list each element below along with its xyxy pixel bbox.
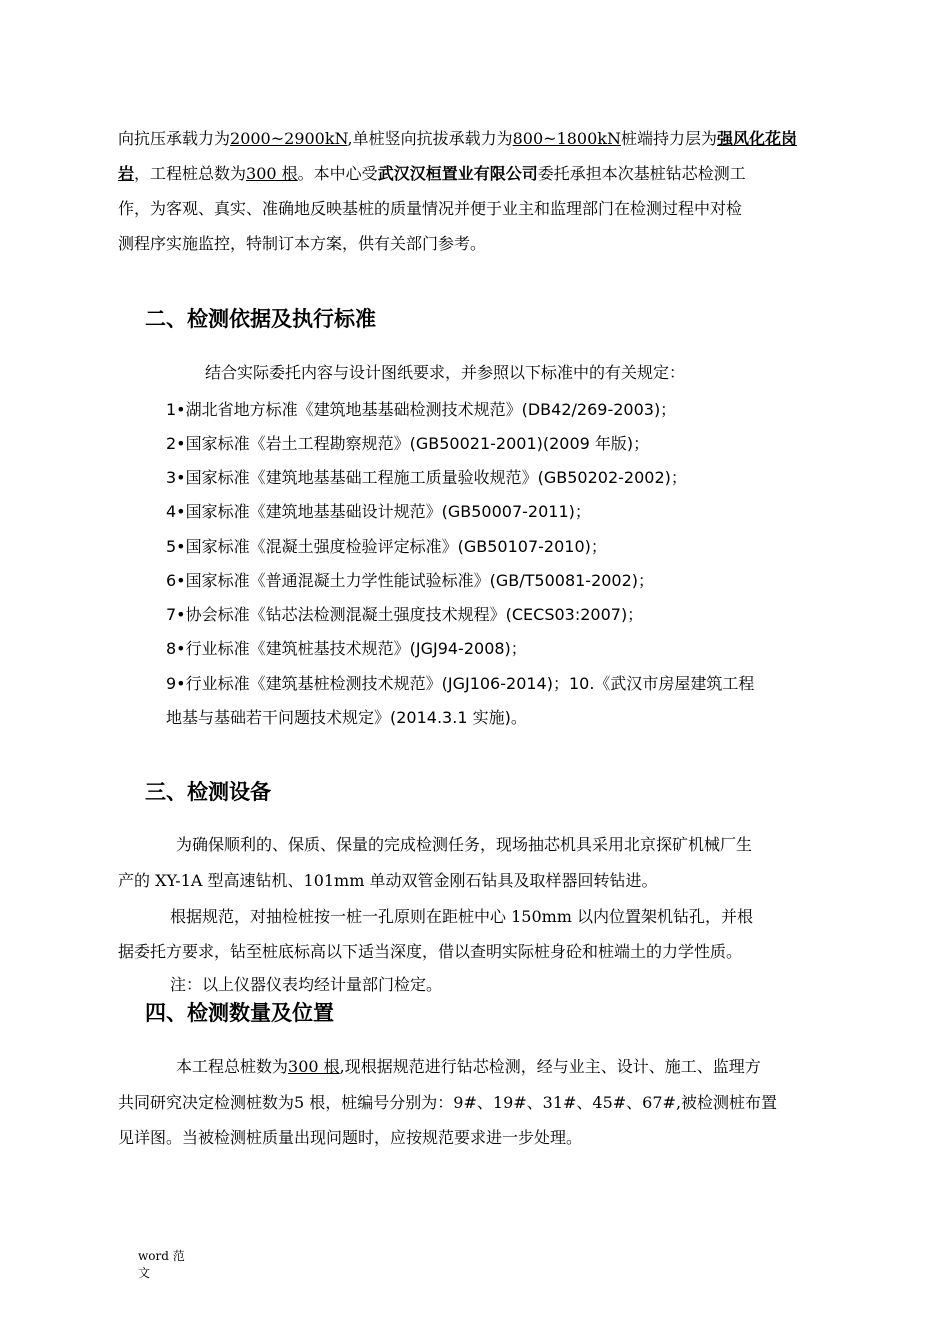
standard-item: 7•协会标准《钻芯法检测混凝土强度技术规程》(CECS03:2007)； — [166, 605, 644, 624]
text-run: 向抗压承载力为 — [118, 129, 231, 148]
section-4-heading: 四、检测数量及位置 — [145, 1001, 334, 1025]
intro-line-3: 作，为客观、真实、准确地反映基桩的质量情况并便于业主和监理部门在检测过程中对检 — [118, 199, 743, 218]
text-run: ,现根据规范进行钻芯检测，经与业主、设计、施工、监理方 — [339, 1057, 761, 1076]
section-3-note: 注：以上仪器仪表均经计量部门检定。 — [170, 975, 443, 994]
standard-item: 6•国家标准《普通混凝土力学性能试验标准》(GB/T50081-2002)； — [166, 571, 655, 590]
standard-item: 1•湖北省地方标准《建筑地基基础检测技术规范》(DB42/269-2003)； — [166, 400, 677, 419]
section-4-line-1 — [176, 1050, 761, 1084]
underlined-value: 300 根 — [246, 164, 298, 183]
pile-count: 5 根 — [294, 1093, 326, 1112]
text-run: 委托承担本次基桩钻芯检测工 — [537, 164, 746, 183]
standard-item: 3•国家标准《建筑地基基础工程施工质量验收规范》(GB50202-2002)； — [166, 468, 687, 487]
section-3-paragraph-2-line-2: 据委托方要求，钻至桩底标高以下适当深度，借以查明实际桩身砼和桩端土的力学性质。 — [118, 942, 743, 961]
footer-watermark — [138, 1248, 185, 1282]
section-4-line-2 — [118, 1086, 777, 1120]
standard-item: 8•行业标准《建筑桩基技术规范》(JGJ94-2008)； — [166, 639, 527, 658]
section-2-lead: 结合实际委托内容与设计图纸要求，并参照以下标准中的有关规定： — [205, 363, 686, 382]
standard-item: 5•国家标准《混凝土强度检验评定标准》(GB50107-2010)； — [166, 537, 607, 556]
footer-line-1: word 范 — [138, 1249, 185, 1263]
standard-item: 9•行业标准《建筑基桩检测技术规范》(JGJ106-2014)；10.《武汉市房屋建筑工程 — [166, 674, 755, 693]
text-run: 共同研究决定检测桩数为 — [118, 1093, 295, 1112]
client-name: 武汉汉桓置业有限公司 — [377, 164, 538, 183]
standard-item-continued: 地基与基础若干问题技术规定》(2014.3.1 实施)。 — [166, 708, 527, 727]
text-run: 桩端持力层为 — [620, 129, 717, 148]
text-run: 本工程总桩数为 — [176, 1057, 289, 1076]
section-3-paragraph-2-line-1: 根据规范，对抽检桩按一桩一孔原则在距桩中心 150mm 以内位置架机钻孔，并根 — [170, 907, 754, 926]
underlined-value: 2000~2900kN — [230, 129, 348, 148]
text-run: ，工程桩总数为 — [134, 164, 247, 183]
bold-underlined-value: 强风化花岗 — [717, 129, 798, 148]
section-3-paragraph-1-line-2: 产的 XY-1A 型高速钻机、101mm 单动双管金刚石钻具及取样器回转钻进。 — [118, 871, 658, 890]
section-4-line-3: 见详图。当被检测桩质量出现问题时，应按规范要求进一步处理。 — [118, 1128, 583, 1147]
section-3-paragraph-1-line-1: 为确保顺利的、保质、保量的完成检测任务，现场抽芯机具采用北京探矿机械厂生 — [176, 835, 753, 854]
standard-item: 4•国家标准《建筑地基基础设计规范》(GB50007-2011)； — [166, 502, 591, 521]
bold-underlined-value: 岩 — [118, 164, 135, 183]
intro-line-4: 测程序实施监控，特制订本方案，供有关部门参考。 — [118, 234, 487, 253]
section-2-heading: 二、检测依据及执行标准 — [145, 307, 376, 331]
underlined-value: 300 根 — [288, 1057, 340, 1076]
text-run: ,单桩竖向抗拔承载力为 — [347, 129, 513, 148]
standard-item: 2•国家标准《岩土工程勘察规范》(GB50021-2001)(2009 年版)； — [166, 434, 650, 453]
intro-line-2 — [118, 157, 746, 191]
underlined-value: 800~1800kN — [512, 129, 621, 148]
text-run: 。本中心受 — [297, 164, 378, 183]
footer-line-2: 文 — [138, 1266, 151, 1280]
text-run: ，桩编号分别为：9#、19#、31#、45#、67#,被检测桩布置 — [325, 1093, 778, 1112]
intro-line-1 — [118, 122, 797, 156]
section-3-heading: 三、检测设备 — [145, 780, 271, 804]
